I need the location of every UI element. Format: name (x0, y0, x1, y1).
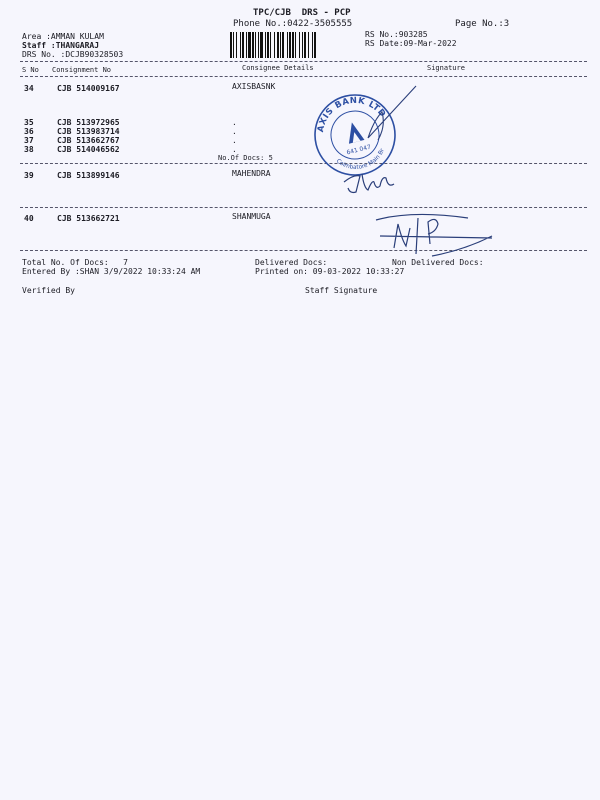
row-sno: 39 (24, 171, 34, 180)
column-sno: S No (22, 66, 39, 74)
page-number: Page No.:3 (455, 19, 510, 29)
row-consignment: CJB 514046562 (57, 145, 120, 154)
phone-number: Phone No.:0422-3505555 (233, 19, 353, 29)
rs-number: RS No.:903285 (365, 30, 428, 39)
signature-scrawl (338, 82, 428, 152)
delivered-docs: Delivered Docs: (255, 258, 328, 267)
row-consignee: . (232, 145, 237, 154)
barcode (230, 32, 353, 58)
row-sno: 38 (24, 145, 34, 154)
column-consignment: Consignment No (52, 66, 112, 74)
divider (20, 163, 587, 164)
divider (20, 250, 587, 251)
row-consignee: AXISBASNK (232, 82, 276, 91)
group-doc-count: No.Of Docs: 5 (218, 154, 273, 162)
row-sno: 36 (24, 127, 34, 136)
stamp-code: 641 047 (345, 143, 372, 157)
divider (20, 207, 587, 208)
non-delivered-docs: Non Delivered Docs: (392, 258, 484, 267)
drs-number: DRS No. :DCJB90328503 (22, 50, 124, 59)
rs-date: RS Date:09-Mar-2022 (365, 39, 457, 48)
divider (20, 76, 587, 77)
stamp-text-bottom: Coimbatore Main Br (334, 147, 386, 171)
document-title: TPC/CJB DRS - PCP (253, 8, 351, 18)
divider (20, 61, 587, 62)
row-consignment: CJB 513662767 (57, 136, 120, 145)
verified-by: Verified By (22, 286, 75, 295)
total-docs: Total No. Of Docs: 7 (22, 258, 128, 267)
printed-on: Printed on: 09-03-2022 10:33:27 (255, 267, 405, 276)
row-consignment: CJB 513983714 (57, 127, 120, 136)
area-label: Area :AMMAN KULAM (22, 32, 104, 41)
row-consignee: . (232, 136, 237, 145)
staff-signature: Staff Signature (305, 286, 378, 295)
row-consignment: CJB 513899146 (57, 171, 120, 180)
entered-by: Entered By :SHAN 3/9/2022 10:33:24 AM (22, 267, 201, 276)
row-sno: 35 (24, 118, 34, 127)
row-consignee: . (232, 127, 237, 136)
stamp-text-top: AXIS BANK LTD (316, 95, 388, 134)
row-consignment: CJB 513972965 (57, 118, 120, 127)
row-consignee: . (232, 118, 237, 127)
row-consignment: CJB 514009167 (57, 84, 120, 93)
row-consignee: MAHENDRA (232, 169, 271, 178)
row-consignee: SHANMUGA (232, 212, 271, 221)
column-consignee: Consignee Details (242, 64, 314, 72)
staff-label: Staff :THANGARAJ (22, 41, 100, 50)
row-sno: 40 (24, 214, 34, 223)
signature-shanmuga (372, 206, 496, 264)
row-sno: 37 (24, 136, 34, 145)
row-sno: 34 (24, 84, 34, 93)
row-consignment: CJB 513662721 (57, 214, 120, 223)
column-signature: Signature (427, 64, 465, 72)
signature-mahendra (340, 168, 400, 196)
